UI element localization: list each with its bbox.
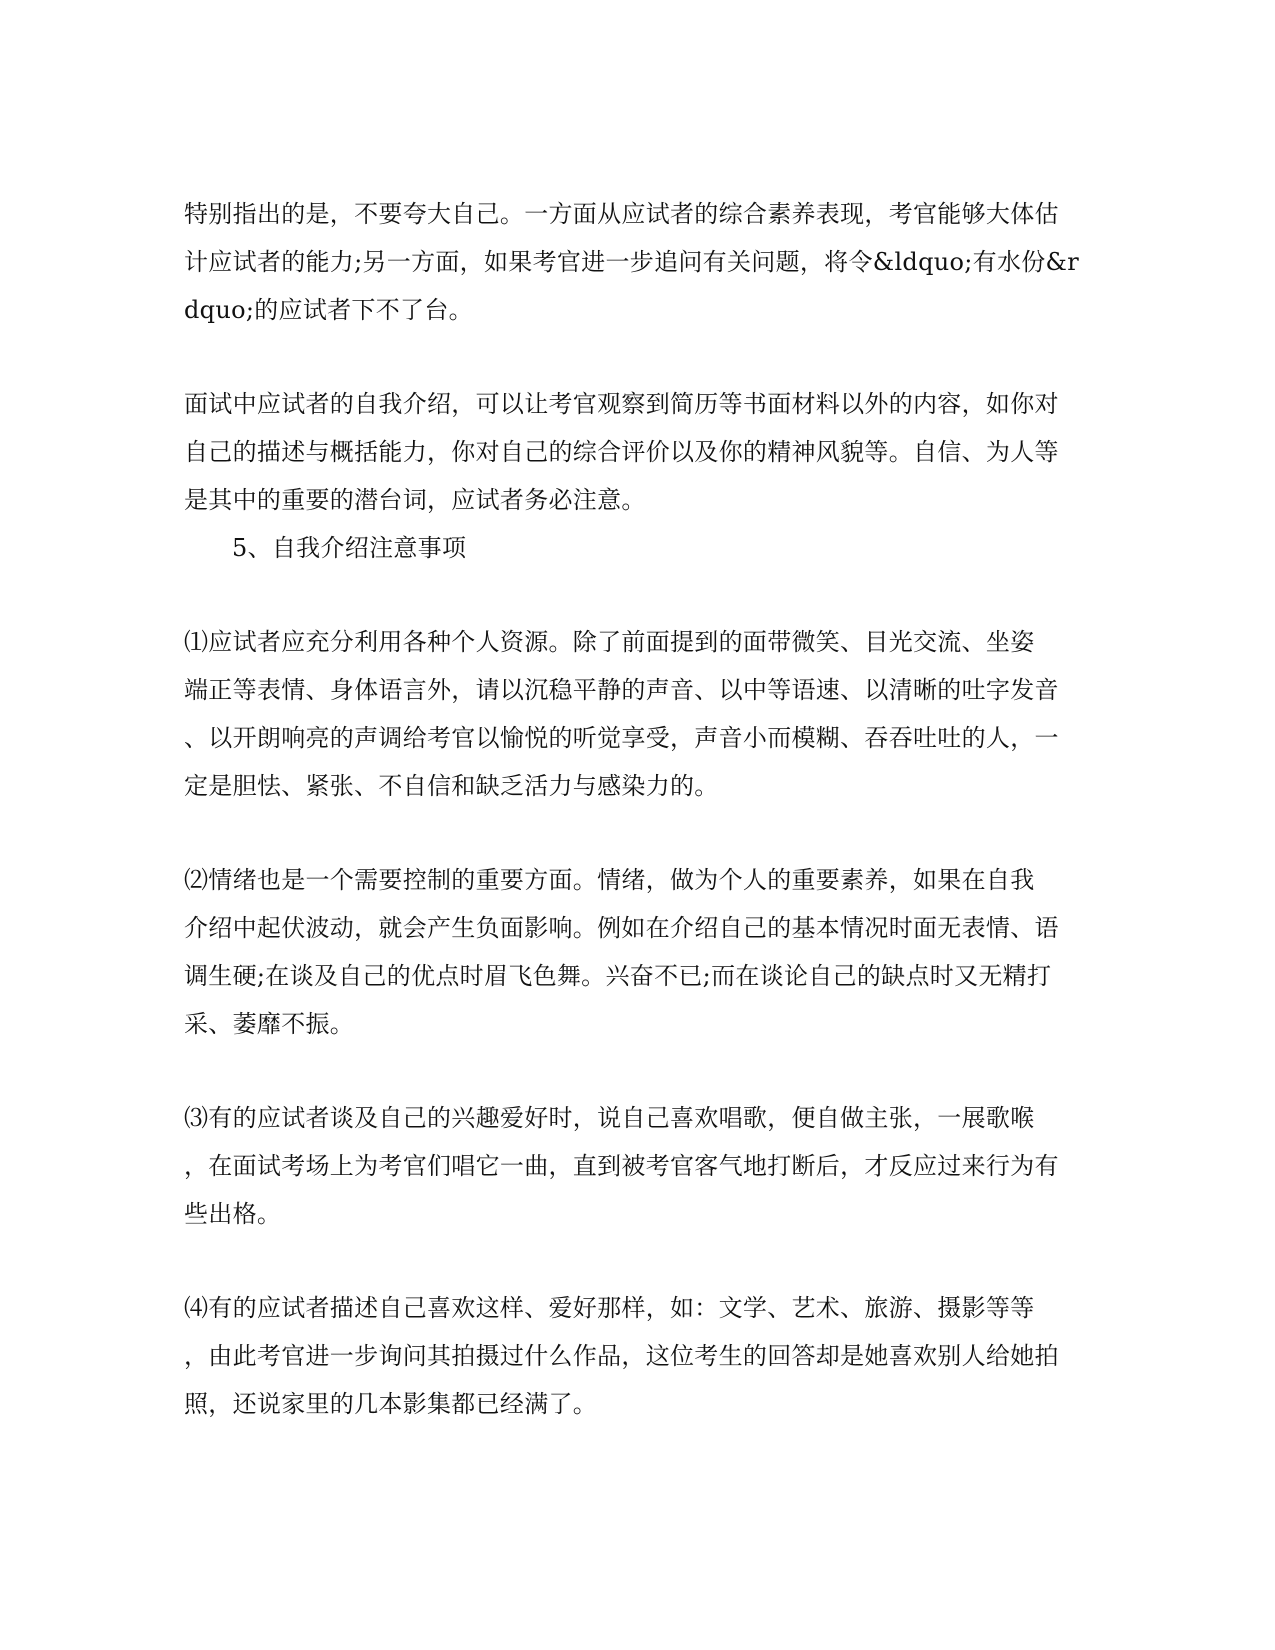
paragraph-2-line-2: 自己的描述与概括能力，你对自己的综合评价以及你的精神风貌等。自信、为人等 bbox=[184, 438, 1059, 466]
paragraph-2-line-3: 是其中的重要的潜台词，应试者务必注意。 bbox=[184, 486, 646, 514]
item-2-line-4: 采、萎靡不振。 bbox=[184, 1010, 355, 1038]
section-heading: 5、自我介绍注意事项 bbox=[232, 534, 467, 562]
paragraph-1-line-1: 特别指出的是，不要夸大自己。一方面从应试者的综合素养表现，考官能够大体估 bbox=[184, 200, 1059, 228]
item-1-line-2: 端正等表情、身体语言外，请以沉稳平静的声音、以中等语速、以清晰的吐字发音 bbox=[184, 676, 1059, 704]
item-1-line-3: 、以开朗响亮的声调给考官以愉悦的听觉享受，声音小而模糊、吞吞吐吐的人，一 bbox=[184, 724, 1059, 752]
item-1-line-1: ⑴应试者应充分利用各种个人资源。除了前面提到的面带微笑、目光交流、坐姿 bbox=[184, 628, 1035, 656]
item-2-line-2: 介绍中起伏波动，就会产生负面影响。例如在介绍自己的基本情况时面无表情、语 bbox=[184, 914, 1059, 942]
item-2-line-3: 调生硬;在谈及自己的优点时眉飞色舞。兴奋不已;而在谈论自己的缺点时又无精打 bbox=[184, 962, 1052, 990]
item-4-line-2: ，由此考官进一步询问其拍摄过什么作品，这位考生的回答却是她喜欢别人给她拍 bbox=[184, 1342, 1059, 1370]
item-4-line-3: 照，还说家里的几本影集都已经满了。 bbox=[184, 1390, 598, 1418]
paragraph-2-line-1: 面试中应试者的自我介绍，可以让考官观察到简历等书面材料以外的内容，如你对 bbox=[184, 390, 1059, 418]
item-1-line-4: 定是胆怯、紧张、不自信和缺乏活力与感染力的。 bbox=[184, 772, 719, 800]
item-4-line-1: ⑷有的应试者描述自己喜欢这样、爱好那样，如：文学、艺术、旅游、摄影等等 bbox=[184, 1294, 1035, 1322]
item-3-line-3: 些出格。 bbox=[184, 1200, 282, 1228]
item-2-line-1: ⑵情绪也是一个需要控制的重要方面。情绪，做为个人的重要素养，如果在自我 bbox=[184, 866, 1035, 894]
paragraph-1-line-2: 计应试者的能力;另一方面，如果考官进一步追问有关问题，将令&ldquo;有水份&r bbox=[184, 248, 1079, 276]
item-3-line-2: ，在面试考场上为考官们唱它一曲，直到被考官客气地打断后，才反应过来行为有 bbox=[184, 1152, 1059, 1180]
paragraph-1-line-3: dquo;的应试者下不了台。 bbox=[184, 296, 473, 324]
item-3-line-1: ⑶有的应试者谈及自己的兴趣爱好时，说自己喜欢唱歌，便自做主张，一展歌喉 bbox=[184, 1104, 1035, 1132]
